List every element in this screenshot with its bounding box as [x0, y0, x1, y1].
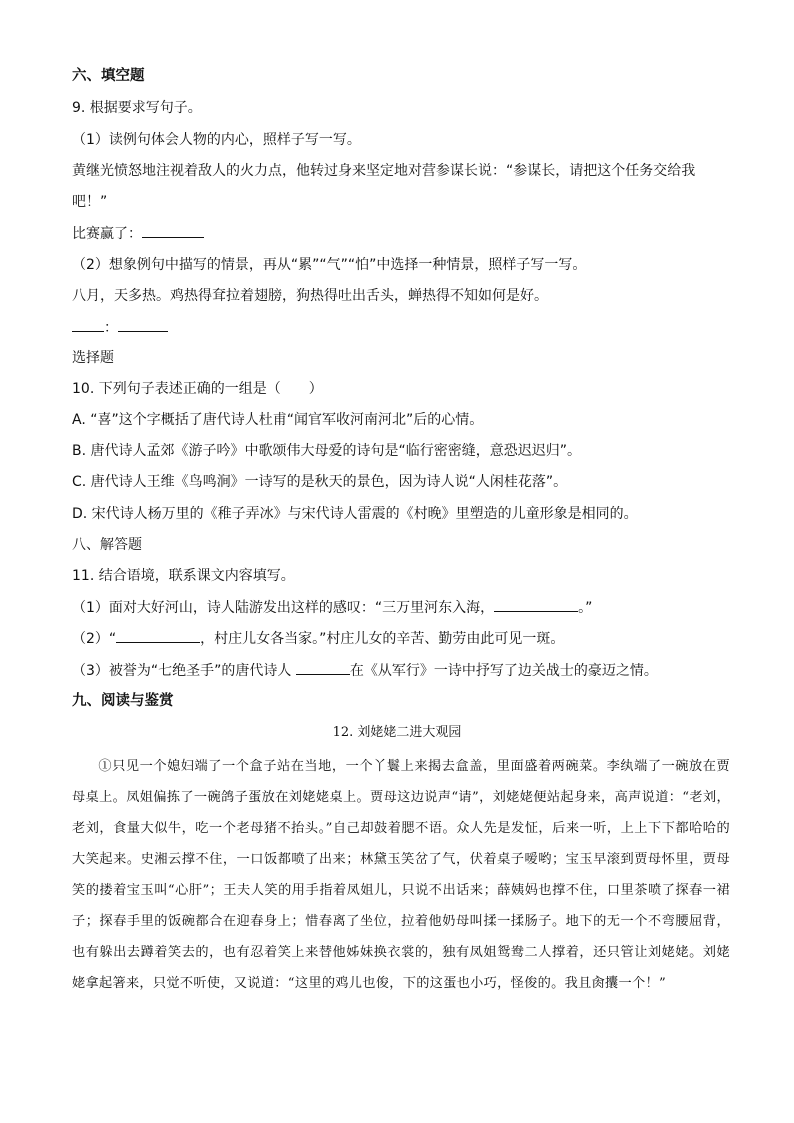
option-b[interactable]: B. 唐代诗人孟郊《游子吟》中歌颂伟大母爱的诗句是“临行密密缝，意恐迟迟归”。	[72, 443, 582, 459]
section-heading-reading: 九、阅读与鉴赏	[72, 693, 174, 709]
question-11-part-1	[72, 597, 732, 618]
answer-blank-1[interactable]	[142, 223, 204, 238]
question-9-fill-1	[72, 223, 732, 244]
question-11-title: 11. 结合语境，联系课文内容填写。	[72, 568, 295, 584]
question-9-example-2: 八月，天多热。鸡热得耷拉着翅膀，狗热得吐出舌头，蝉热得不知如何是好。	[72, 288, 548, 304]
section-heading-multiple-choice: 选择题	[72, 350, 114, 366]
answer-blank-11-1[interactable]	[494, 597, 578, 612]
section-heading-fill-in: 六、填空题	[72, 68, 145, 84]
question-9-title: 9. 根据要求写句子。	[72, 100, 202, 116]
option-d[interactable]: D. 宋代诗人杨万里的《稚子弄冰》与宋代诗人雷震的《村晚》里塑造的儿童形象是相同的。	[72, 506, 638, 522]
question-11-part-3	[72, 660, 732, 681]
fill-1-label: 比赛赢了：	[72, 226, 142, 242]
fill-2-colon: ：	[104, 320, 118, 336]
q11-p2-text-before: （2）“	[72, 631, 117, 647]
section-heading-answer: 八、解答题	[72, 537, 142, 553]
answer-blank-2b[interactable]	[118, 317, 168, 332]
q11-p1-text-after: 。”	[578, 600, 593, 616]
question-9-part-2: （2）想象例句中描写的情景，再从“累”“气”“怕”中选择一种情景，照样子写一写。	[72, 257, 587, 273]
question-10-title: 10. 下列句子表述正确的一组是（ ）	[72, 381, 323, 397]
question-9-fill-2	[72, 317, 732, 338]
passage-title: 12. 刘姥姥二进大观园	[332, 725, 462, 740]
reading-passage: ①只见一个媳妇端了一个盒子站在当地，一个丫鬟上来揭去盒盖，里面盛着两碗菜。李纨端了一碗放在贾母桌上。凤姐偏拣了一碗鸽子蛋放在刘姥姥桌上。贾母这边说声“请”，刘姥姥便站起身来，高声说道：“老刘，老刘，食量大似牛，吃一个老母猪不抬头。”自己却鼓着腮不语。众人先是发怔，后来一听，上上下下都哈哈的大笑起来。史湘云撑不住，一口饭都喷了出来；林黛玉笑岔了气，伏着桌子嗳哟；宝玉早滚到贾母怀里，贾母笑的搂着宝玉叫“心肝”；王夫人笑的用手指着凤姐儿，只说不出话来；薛姨妈也撑不住，口里茶喷了探春一裙子；探春手里的饭碗都合在迎春身上；惜春离了坐位，拉着他奶母叫揉一揉肠子。地下的无一个不弯腰屈背，也有躲出去蹲着笑去的，也有忍着笑上来替他姊妹换衣裳的，独有凤姐鸳鸯二人撑着，还只管让刘姥姥。刘姥姥拿起箸来，只觉不听使，又说道：“这里的鸡儿也俊，下的这蛋也小巧，怪俊的。我且肏攮一个！”	[72, 759, 730, 991]
question-9-part-1: （1）读例句体会人物的内心，照样子写一写。	[72, 132, 361, 148]
answer-blank-11-2[interactable]	[116, 628, 200, 643]
option-a[interactable]: A. “喜”这个字概括了唐代诗人杜甫“闻官军收河南河北”后的心情。	[72, 412, 484, 428]
question-11-part-2	[72, 628, 732, 649]
q11-p2-text-after: ，村庄儿女各当家。”村庄儿女的辛苦、勤劳由此可见一斑。	[200, 631, 565, 647]
question-9-example-1-line-1: 黄继光愤怒地注视着敌人的火力点，他转过身来坚定地对营参谋长说：“参谋长，请把这个任务交给我	[72, 163, 696, 179]
answer-blank-2a[interactable]	[72, 317, 104, 332]
q11-p1-text-before: （1）面对大好河山，诗人陆游发出这样的感叹：“三万里河东入海，	[72, 600, 495, 616]
q11-p3-text-before: （3）被誉为“七绝圣手”的唐代诗人	[72, 663, 292, 679]
question-9-example-1-line-2: 吧！”	[72, 194, 108, 210]
q11-p3-text-after: 在《从军行》一诗中抒写了边关战士的豪迈之情。	[349, 663, 658, 679]
answer-blank-11-3[interactable]	[296, 660, 350, 675]
option-c[interactable]: C. 唐代诗人王维《鸟鸣涧》一诗写的是秋天的景色，因为诗人说“人闲桂花落”。	[72, 474, 568, 490]
